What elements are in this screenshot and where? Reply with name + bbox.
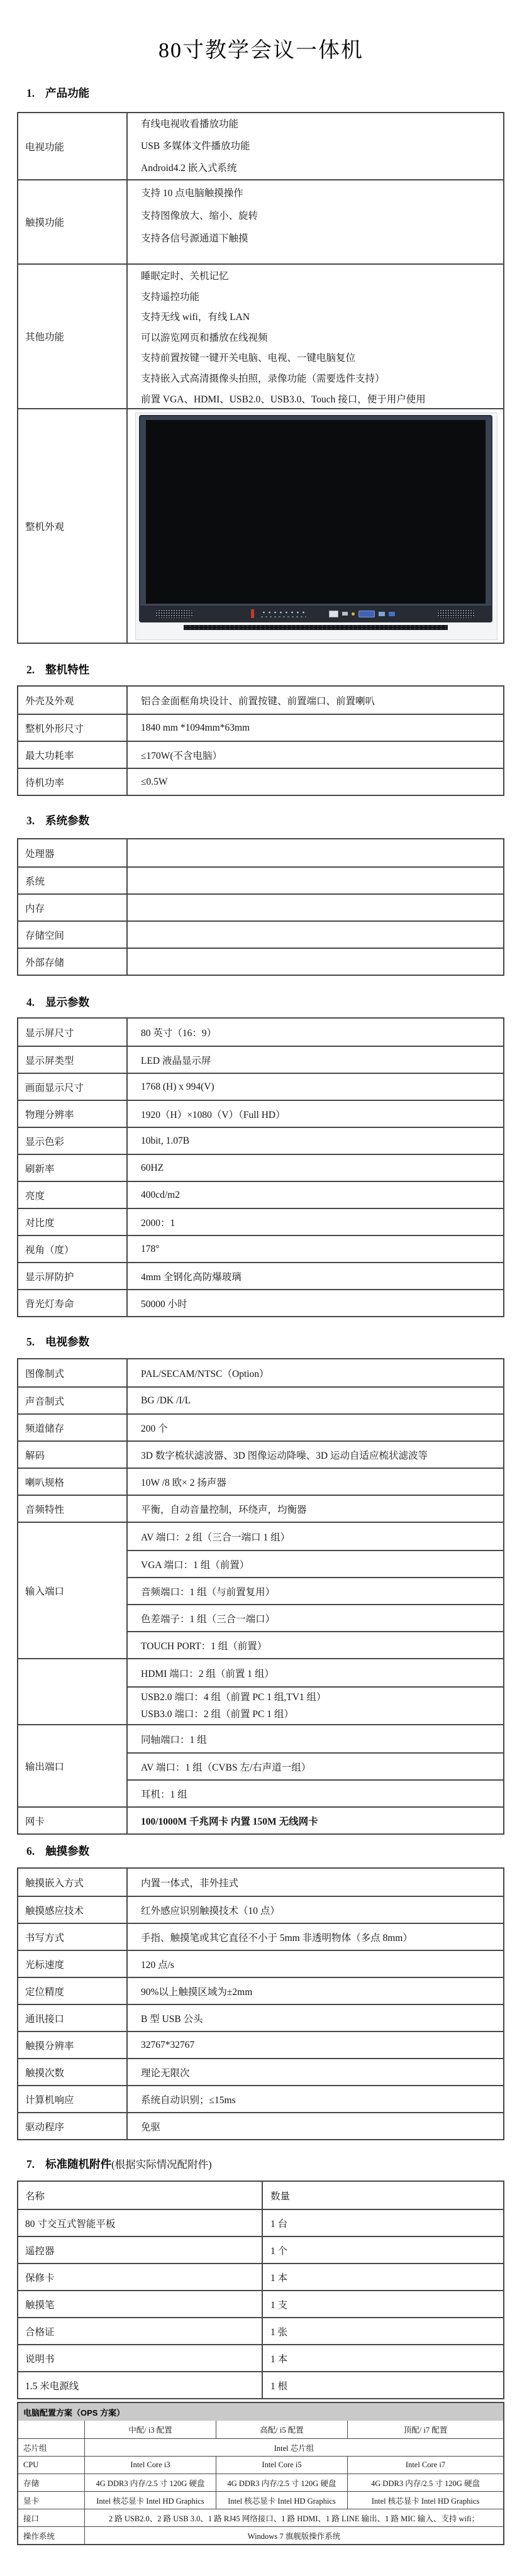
section-heading-2 [26, 661, 89, 677]
table-row [18, 866, 503, 893]
row-value: ≤0.5W [141, 776, 168, 787]
table-row [18, 768, 503, 795]
row-value [128, 895, 503, 920]
row-value: 1840 mm *1094mm*63mm [141, 722, 250, 733]
row-value: 10bit, 1.07B [141, 1135, 190, 1146]
front-port-cluster [329, 609, 395, 618]
sub-row [128, 1523, 503, 1550]
speaker-grille-right [437, 609, 475, 618]
ops-row-label: 芯片组 [18, 2439, 85, 2456]
value-line: 睡眠定时、关机记忆 [141, 271, 229, 282]
row-label: 外壳及外观 [18, 687, 128, 714]
row-label: 触摸嵌入方式 [18, 1869, 128, 1896]
row-label: 驱动程序 [18, 2113, 128, 2139]
row-value: 80 英寸（16：9） [141, 1027, 217, 1039]
value-line: AV 端口：1 组（CVBS 左/右声道一组） [141, 1762, 311, 1773]
power-switch [251, 609, 254, 618]
ops-row [18, 2491, 503, 2509]
row-label: 整机外观 [18, 409, 128, 643]
row-value: 免驱 [141, 2121, 161, 2133]
row-label: 电视功能 [18, 113, 128, 179]
table-row [18, 179, 503, 263]
row-label [18, 1659, 128, 1724]
row-value: 2000：1 [141, 1217, 175, 1229]
accessory-name: 80 寸交互式智能平板 [18, 2210, 263, 2236]
ops-header-row [18, 2421, 503, 2438]
value-line: USB 多媒体文件播放功能 [141, 141, 250, 152]
row-value: 内置一体式，非外挂式 [141, 1877, 239, 1889]
accessory-name: 保修卡 [18, 2264, 263, 2290]
row-value: 3D 数字梳状滤波器、3D 图像运动降噪、3D 运动自适应梳状滤波等 [141, 1450, 428, 1461]
ops-span-value: 2 路 USB2.0、2 路 USB 3.0、1 路 RJ45 网络接口、1 路 HDMI、1 路 LINE 输出、1 路 MIC 输入、支持 wifi； [108, 2514, 480, 2523]
section-heading-5 [26, 1334, 89, 1349]
spec-table-1 [17, 112, 504, 644]
table-row [18, 687, 503, 714]
row-label: 整机外形尺寸 [18, 715, 128, 741]
vent-strip [184, 625, 448, 630]
ops-column-header: 顶配/ i7 配置 [403, 2426, 448, 2435]
table-row [18, 893, 503, 920]
accessory-qty: 1 本 [270, 2353, 288, 2365]
row-value: ≤170W(不含电脑） [141, 750, 223, 761]
row-label: 系统 [18, 868, 128, 893]
ops-row [18, 2456, 503, 2474]
subrow-group [128, 1725, 503, 1806]
ops-cell-value: Intel 核芯显卡 Intel HD Graphics [85, 2492, 216, 2509]
row-label: 频道储存 [18, 1415, 128, 1440]
table-row [18, 2085, 503, 2112]
control-button-labels [261, 616, 306, 617]
sub-row [128, 1752, 503, 1779]
table-row [18, 1896, 503, 1923]
usb3-port [379, 612, 385, 616]
ops-row-label: CPU [18, 2457, 85, 2474]
row-label: 解码 [18, 1442, 128, 1468]
row-value: 手指、触摸笔或其它直径不小于 5mm 非透明物体（多点 8mm） [141, 1932, 413, 1943]
table-row [18, 920, 503, 948]
ops-cell-value: 4G DDR3 内存/2.5 寸 120G 硬盘 [371, 2479, 480, 2488]
row-value: 系统自动识别；≤15ms [141, 2094, 236, 2106]
row-label: 显示屏类型 [18, 1047, 128, 1073]
row-value: 120 点/s [141, 1959, 174, 1971]
table-row [18, 2263, 503, 2290]
accessory-qty: 1 支 [270, 2299, 288, 2311]
section-heading-7 [26, 2156, 212, 2172]
table-header-row [18, 2182, 503, 2209]
table-row [18, 2236, 503, 2263]
row-value [128, 265, 503, 408]
row-value: 32767*32767 [141, 2039, 195, 2050]
table-row [18, 2058, 503, 2085]
table-row [18, 1440, 503, 1468]
accessory-qty: 1 张 [270, 2326, 288, 2338]
section-heading-3 [26, 812, 89, 828]
ops-header-blank [18, 2421, 85, 2438]
row-label: 刷新率 [18, 1155, 128, 1181]
ops-row-label: 显卡 [18, 2492, 85, 2509]
value-line: 支持图像放大、缩小、旋转 [141, 211, 258, 221]
table-row [18, 839, 503, 866]
value-line: 同轴端口：1 组 [141, 1734, 207, 1745]
section-number: 5. [26, 1335, 35, 1348]
ops-row-label: 接口 [18, 2509, 85, 2526]
row-value [128, 868, 503, 893]
value-line: 前置 VGA、HDMI、USB2.0、USB3.0、Touch 接口，便于用户使用 [141, 394, 426, 405]
table-row [18, 1046, 503, 1073]
table-row [18, 2031, 503, 2058]
usb-port [342, 612, 348, 616]
row-value: LED 液晶显示屏 [141, 1055, 211, 1066]
value-line: 支持无线 wifi，有线 LAN [141, 312, 250, 323]
table-row [18, 2004, 503, 2031]
sub-row [128, 1550, 503, 1577]
table-row [18, 1950, 503, 1977]
value-line: 有线电视收看播放功能 [141, 119, 239, 130]
row-label: 显示屏尺寸 [18, 1019, 128, 1046]
table-row [18, 714, 503, 741]
table-row [18, 1658, 503, 1724]
sub-row [128, 1725, 503, 1752]
value-line: Android4.2 嵌入式系统 [141, 163, 237, 174]
row-value: 1768 (H) x 994(V) [141, 1081, 214, 1092]
table-row [18, 1495, 503, 1522]
value-line: 音频端口：1 组（与前置复用） [141, 1586, 275, 1598]
value-line: TOUCH PORT：1 组（前置） [141, 1640, 267, 1652]
row-value: 10W /8 欧× 2 扬声器 [141, 1477, 226, 1488]
table-row [18, 1923, 503, 1950]
ops-cell-value: Intel Core i5 [216, 2457, 348, 2474]
accessory-name: 遥控器 [18, 2237, 263, 2263]
accessory-name: 1.5 米电源线 [18, 2372, 263, 2398]
accessory-name: 说明书 [18, 2345, 263, 2371]
row-label: 亮度 [18, 1182, 128, 1208]
ops-cell-value: Intel 核芯显卡 Intel HD Graphics [371, 2496, 480, 2506]
ops-row-label: 操作系统 [18, 2527, 85, 2544]
row-value [128, 839, 503, 866]
section-title: 产品功能 [45, 87, 90, 99]
row-label: 物理分辨率 [18, 1101, 128, 1127]
table-row [18, 1019, 503, 1046]
row-label: 输入端口 [18, 1523, 128, 1658]
row-label: 喇叭规格 [18, 1469, 128, 1495]
row-value: PAL/SECAM/NTSC（Option） [141, 1368, 269, 1379]
row-label: 处理器 [18, 839, 128, 866]
table-row [18, 1100, 503, 1127]
section-heading-1 [26, 85, 89, 101]
row-value: 100/1000M 千兆网卡 内置 150M 无线网卡 [141, 1816, 318, 1827]
value-line: 可以游览网页和播放在线视频 [141, 332, 268, 343]
tv-front [139, 415, 492, 622]
row-label: 音频特性 [18, 1496, 128, 1522]
ops-column-header: 高配/ i5 配置 [216, 2421, 348, 2438]
document-title: 80寸教学会议一体机 [158, 39, 364, 62]
tv-bottom-panel [140, 605, 491, 622]
value-line: 支持各信号源通道下触摸 [141, 233, 248, 244]
row-value: 50000 小时 [141, 1298, 187, 1310]
value-line: 支持 10 点电脑触摸操作 [141, 188, 243, 199]
value-line: 耳机：1 组 [141, 1789, 187, 1800]
ops-row-label: 存储 [18, 2474, 85, 2491]
table-row [18, 1468, 503, 1495]
row-label: 通讯接口 [18, 2005, 128, 2031]
accessory-qty: 1 本 [270, 2272, 288, 2284]
accessory-qty: 1 根 [270, 2380, 288, 2392]
vga-port [358, 611, 375, 617]
row-label: 声音制式 [18, 1388, 128, 1413]
control-buttons [261, 611, 306, 614]
row-value: 400cd/m2 [141, 1189, 180, 1200]
table-row [18, 1208, 503, 1235]
ops-cell-value: Intel 核芯显卡 Intel HD Graphics [216, 2492, 348, 2509]
product-photo [135, 412, 497, 640]
spec-table-7 [17, 2181, 504, 2399]
row-value [128, 409, 503, 643]
table-row [18, 1289, 503, 1316]
spec-table-4 [17, 1017, 504, 1317]
table-row [18, 113, 503, 179]
ops-config-table [17, 2402, 504, 2545]
ops-row [18, 2474, 503, 2491]
row-value [128, 113, 503, 179]
row-label: 网卡 [18, 1808, 128, 1833]
row-value [128, 949, 503, 975]
row-label: 触摸次数 [18, 2059, 128, 2085]
table-row [18, 741, 503, 768]
row-value: 4mm 全钢化高防爆玻璃 [141, 1271, 242, 1283]
spec-table-5 [17, 1358, 504, 1835]
column-header-qty: 数量 [270, 2191, 291, 2202]
row-value: BG /DK /I/L [141, 1395, 191, 1406]
row-label: 光标速度 [18, 1951, 128, 1977]
spec-table-3 [17, 838, 504, 976]
ops-span-value: Windows 7 旗舰版操作系统 [247, 2531, 341, 2541]
table-row [18, 1522, 503, 1658]
ops-table-title: 电脑配置方案（OPS 方案） [18, 2403, 503, 2421]
section-title-suffix: (根据实际情况配附件) [111, 2159, 212, 2170]
row-label: 存储空间 [18, 922, 128, 948]
table-row [18, 2371, 503, 2398]
spec-table-2 [17, 685, 504, 796]
value-line: AV 端口：2 组（三合一端口 1 组） [141, 1532, 291, 1543]
table-row [18, 1181, 503, 1208]
row-value [128, 180, 503, 263]
row-label: 内存 [18, 895, 128, 920]
row-label: 计算机响应 [18, 2086, 128, 2112]
row-label: 书写方式 [18, 1924, 128, 1950]
row-label: 图像制式 [18, 1359, 128, 1386]
row-label: 显示屏防护 [18, 1263, 128, 1289]
speaker-grille-left [155, 609, 193, 618]
row-value: B 型 USB 公头 [141, 2013, 203, 2025]
value-line: 色差端子：1 组（三合一端口） [141, 1613, 275, 1625]
accessory-name: 合格证 [18, 2318, 263, 2344]
ops-cell-value: Intel Core i3 [85, 2457, 216, 2474]
table-row [18, 1977, 503, 2004]
sub-row [128, 1686, 503, 1724]
row-label: 触摸分辨率 [18, 2032, 128, 2058]
value-line: 支持前置按键一键开关电脑、电视、一键电脑复位 [141, 353, 356, 364]
tv-screen [146, 420, 486, 604]
section-number: 2. [26, 663, 35, 676]
value-line: 支持嵌入式高清摄像头拍照，录像功能（需要选件支持） [141, 373, 385, 384]
row-value: 铝合金面框角块设计、前置按键、前置端口、前置喇叭 [141, 695, 375, 707]
row-label: 显示色彩 [18, 1128, 128, 1154]
row-label: 定位精度 [18, 1978, 128, 2004]
table-row [18, 1235, 503, 1262]
table-row [18, 1359, 503, 1386]
touch-port [389, 612, 395, 616]
row-label: 最大功耗率 [18, 742, 128, 768]
ops-row [18, 2438, 503, 2456]
row-value [128, 922, 503, 948]
row-label: 待机功率 [18, 769, 128, 795]
value-line: USB3.0 端口：2 组（前置 PC 1 组） [141, 1709, 294, 1720]
value-line: 支持遥控功能 [141, 291, 200, 302]
ops-cell-value: Intel Core i7 [405, 2460, 446, 2469]
row-value: 1920（H）×1080（V）（Full HD） [141, 1109, 286, 1120]
table-row [18, 2290, 503, 2317]
row-value: 红外感应识别触摸技术（10 点） [141, 1905, 280, 1916]
table-row [18, 1127, 503, 1154]
table-row [18, 408, 503, 643]
row-label: 背光灯寿命 [18, 1290, 128, 1316]
row-label: 画面显示尺寸 [18, 1074, 128, 1100]
ops-span-value: Intel 芯片组 [274, 2443, 314, 2453]
row-value: 178° [141, 1243, 160, 1254]
table-row [18, 1724, 503, 1806]
section-heading-6 [26, 1843, 89, 1859]
table-row [18, 1386, 503, 1413]
table-row [18, 2344, 503, 2371]
row-label: 输出端口 [18, 1725, 128, 1806]
row-value: 60HZ [141, 1162, 164, 1173]
section-title: 显示参数 [45, 996, 90, 1009]
row-label: 对比度 [18, 1209, 128, 1235]
section-number: 3. [26, 814, 35, 827]
spec-table-6 [17, 1867, 504, 2140]
row-value: 200 个 [141, 1423, 168, 1434]
sub-row [128, 1779, 503, 1806]
section-title: 电视参数 [45, 1335, 90, 1348]
section-number: 6. [26, 1845, 35, 1857]
section-heading-4 [26, 994, 89, 1010]
section-number: 1. [26, 87, 35, 99]
accessory-qty: 1 个 [270, 2245, 288, 2257]
sub-row [128, 1631, 503, 1658]
hdmi-port [329, 611, 338, 617]
row-value: 平衡，自动音量控制，环绕声，均衡器 [141, 1504, 307, 1515]
ops-cell-value: 4G DDR3 内存/2.5 寸 120G 硬盘 [85, 2474, 216, 2491]
section-title: 整机特性 [45, 663, 90, 676]
table-row [18, 1262, 503, 1289]
table-row [18, 948, 503, 975]
table-row [18, 2112, 503, 2139]
row-value: 理论无限次 [141, 2067, 190, 2079]
row-label: 其他功能 [18, 265, 128, 408]
row-value: 90%以上触摸区域为±2mm [141, 1986, 253, 1998]
table-row [18, 263, 503, 408]
table-row [18, 2209, 503, 2236]
ops-column-header: 中配/ i3 配置 [85, 2421, 216, 2438]
sub-row [128, 1577, 503, 1604]
section-title: 系统参数 [45, 814, 90, 827]
sub-row [128, 1604, 503, 1631]
section-title: 标准随机附件 [45, 2158, 112, 2170]
section-number: 7. [26, 2158, 35, 2170]
row-label: 视角（度） [18, 1236, 128, 1262]
sub-row [128, 1659, 503, 1686]
value-line: VGA 端口：1 组（前置） [141, 1559, 250, 1571]
table-row [18, 1413, 503, 1440]
subrow-group [128, 1523, 503, 1658]
value-line: HDMI 端口：2 组（前置 1 组） [141, 1668, 274, 1679]
subrow-group [128, 1659, 503, 1724]
row-label: 触摸感应技术 [18, 1897, 128, 1923]
audio-jack [352, 612, 355, 616]
row-label: 外部存储 [18, 949, 128, 975]
value-line: USB2.0 端口：4 组（前置 PC 1 组,TV1 组） [141, 1692, 326, 1703]
table-row [18, 1806, 503, 1833]
section-number: 4. [26, 996, 35, 1009]
table-row [18, 1154, 503, 1181]
ops-row [18, 2509, 503, 2526]
row-label: 触摸功能 [18, 180, 128, 263]
accessory-name: 触摸笔 [18, 2291, 263, 2317]
column-header-name: 名称 [18, 2182, 263, 2209]
table-row [18, 2317, 503, 2344]
accessory-qty: 1 台 [270, 2218, 288, 2230]
ops-row [18, 2526, 503, 2544]
ops-cell-value: 4G DDR3 内存/2.5 寸 120G 硬盘 [216, 2474, 348, 2491]
section-title: 触摸参数 [45, 1845, 90, 1857]
table-row [18, 1869, 503, 1896]
table-row [18, 1073, 503, 1100]
